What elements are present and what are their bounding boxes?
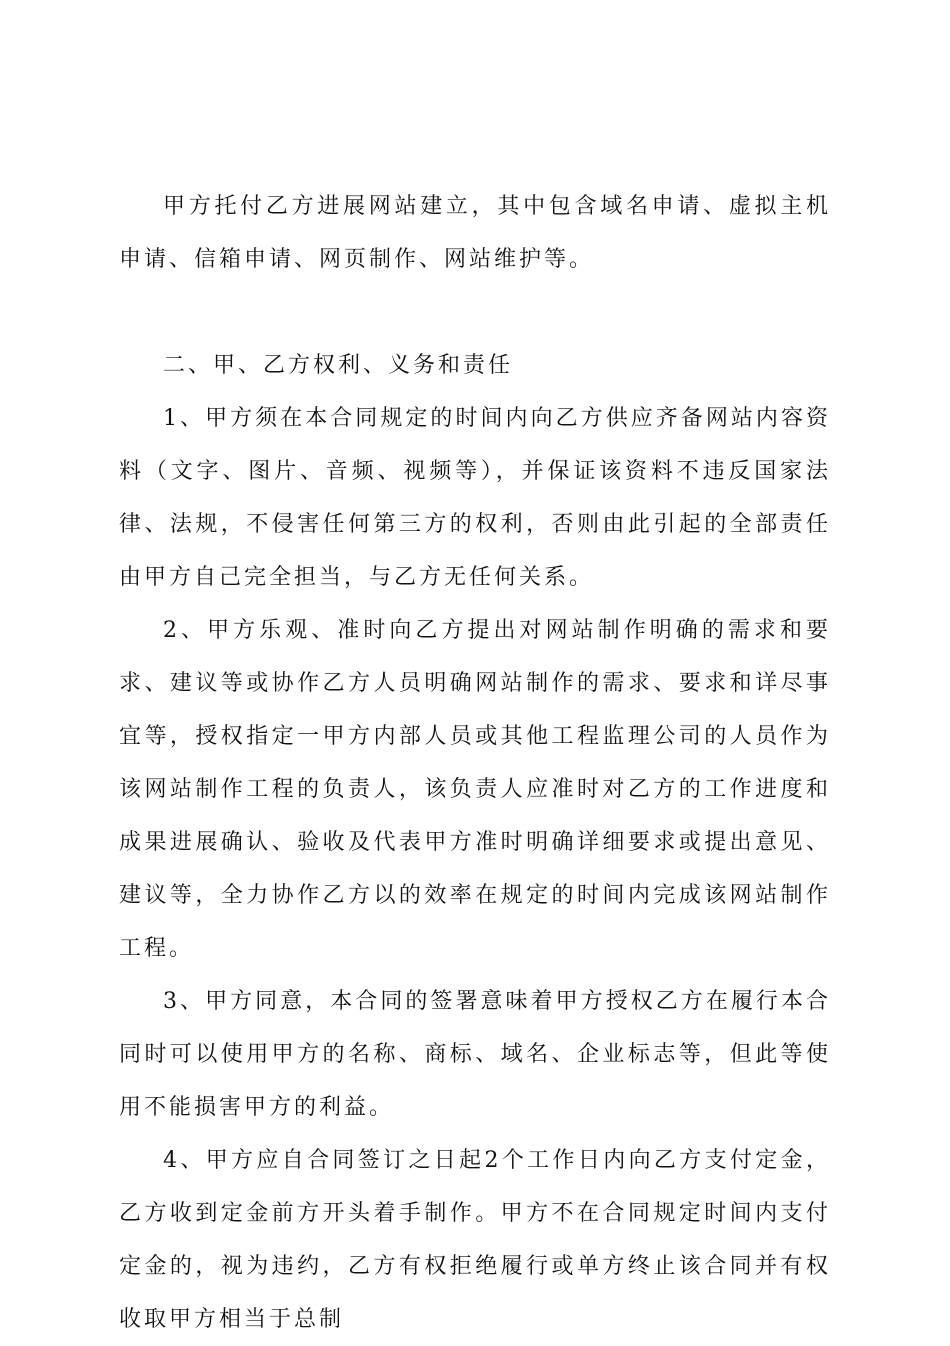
clause-3: 3、甲方同意，本合同的签署意味着甲方授权乙方在履行本合同时可以使用甲方的名称、商标、域名、企业标志等，但此等使用不能损害甲方的利益。: [119, 989, 831, 1120]
clause-2: 2、甲方乐观、准时向乙方提出对网站制作明确的需求和要求、建议等或协作乙方人员明确网站制作的需求、要求和详尽事宜等，授权指定一甲方内部人员或其他工程监理公司的人员作为该网站制作工程的负责人，该负责人应准时对乙方的工作进度和成果进展确认、验收及代表甲方准时明确详细要求或提出意见、建议等，全力协作乙方以的效率在规定的时间内完成该网站制作工程。: [119, 618, 831, 961]
clause-1: 1、甲方须在本合同规定的时间内向乙方供应齐备网站内容资料（文字、图片、音频、视频等），并保证该资料不违反国家法律、法规，不侵害任何第三方的权利，否则由此引起的全部责任由甲方自己完全担当，与乙方无任何关系。: [119, 406, 831, 590]
paragraph-scope: 甲方托付乙方进展网站建立，其中包含域名申请、虚拟主机申请、信箱申请、网页制作、网站维护等。: [119, 194, 831, 272]
paragraph-gap: [119, 286, 831, 339]
clause-4: 4、甲方应自合同签订之日起2个工作日内向乙方支付定金，乙方收到定金前方开头着手制作。甲方不在合同规定时间内支付定金的，视为违约，乙方有权拒绝履行或单方终止该合同并有权收取甲方相当于总制: [119, 1148, 831, 1332]
section-heading-rights: 二、甲、乙方权利、义务和责任: [163, 353, 514, 378]
document-body: [119, 180, 831, 1346]
